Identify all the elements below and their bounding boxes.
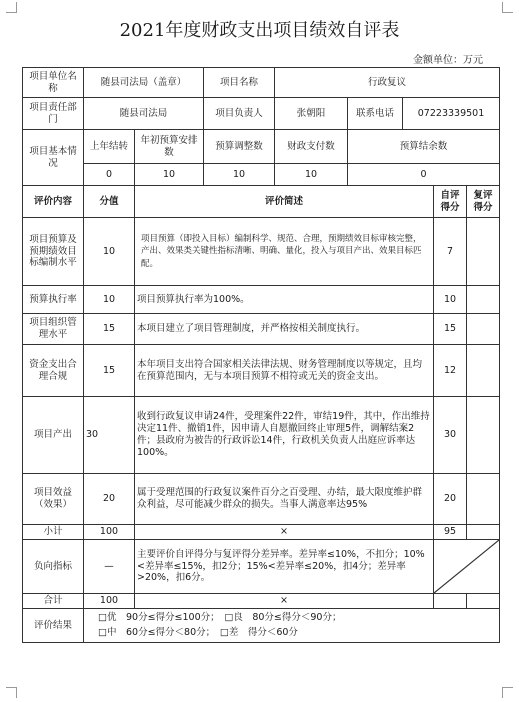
budget-adjust-value: 10: [204, 164, 275, 186]
row-review-score: [467, 345, 500, 397]
row-content: 项目产出: [23, 397, 84, 474]
unit-name-label: 项目单位名称: [23, 68, 84, 98]
row-review-score: [467, 286, 500, 314]
phone-value: 07223339501: [403, 98, 500, 130]
crop-mark-bottom-right: [502, 687, 513, 698]
row-description: 项目预算（即投入目标）编制科学、规范、合理，预期绩效目标审核完整，产出、效果类关键性指标清晰、明确、量化，投入与项目产出、效果目标匹配。: [135, 218, 434, 286]
subtotal-row: [23, 525, 500, 540]
row-self-score: 20: [434, 474, 467, 525]
row-description: 属于受理范围的行政复议案件百分之百受理、办结，最大限度维护群众利益，尽可能减少群众的损失。当事人满意率达95%: [135, 474, 434, 525]
row-content: 资金支出合理合规: [23, 345, 84, 397]
fiscal-payment-value: 10: [275, 164, 348, 186]
content-header: 评价内容: [23, 186, 84, 218]
row-score: 10: [84, 218, 135, 286]
row-score: 30: [84, 397, 135, 474]
department-value: 随县司法局: [84, 98, 204, 130]
row-content: 项目组织管理水平: [23, 314, 84, 345]
project-name-label: 项目名称: [204, 68, 275, 98]
total-score: 100: [84, 594, 135, 609]
subtotal-mark: ×: [135, 525, 434, 540]
budget-balance-header: 预算结余数: [348, 130, 500, 164]
evaluation-table: [22, 67, 500, 643]
row-description: 收到行政复议申请24件，受理案件22件，审结19件，其中，作出维持决定11件、撤销1件，因申请人自愿撤回终止审理5件，调解结案2件；县政府为被告的行政诉讼14件，行政机关负责人出庭应诉率达100%。: [135, 397, 434, 474]
unit-name-value: 随县司法局（盖章）: [84, 68, 204, 98]
table-row: [23, 314, 500, 345]
basic-info-label: 项目基本情况: [23, 130, 84, 186]
crop-mark-top-right: [502, 2, 513, 13]
rating-options: [84, 609, 500, 643]
subtotal-review-score: [467, 525, 500, 540]
rating-label: 评价结果: [23, 609, 84, 643]
row-score: 15: [84, 345, 135, 397]
negative-indicator-row: [23, 540, 500, 594]
table-row: [23, 345, 500, 397]
row-score: 20: [84, 474, 135, 525]
initial-budget-header: 年初预算安排数: [135, 130, 204, 164]
project-name-value: 行政复议: [275, 68, 500, 98]
leader-value: 张朝阳: [275, 98, 348, 130]
info-row-unit: [23, 68, 500, 98]
fiscal-payment-header: 财政支付数: [275, 130, 348, 164]
row-content: 项目效益（效果）: [23, 474, 84, 525]
rating-line-1: □优 90分≤得分≤100分； □良 80分≤得分＜90分；: [98, 611, 342, 623]
row-review-score: [467, 474, 500, 525]
basic-header-row: [23, 130, 500, 164]
phone-label: 联系电话: [348, 98, 403, 130]
diagonal-line: [434, 540, 499, 593]
negative-label: 负向指标: [23, 540, 84, 594]
info-row-department: [23, 98, 500, 130]
row-description: 本项目建立了项目管理制度，并严格按相关制度执行。: [135, 314, 434, 345]
subtotal-score: 100: [84, 525, 135, 540]
crop-mark-top-left: [6, 2, 17, 13]
amount-unit-label: 金额单位：万元: [413, 55, 483, 66]
department-label: 项目责任部门: [23, 98, 84, 130]
negative-score: —: [84, 540, 135, 594]
table-row: [23, 218, 500, 286]
row-self-score: 15: [434, 314, 467, 345]
rating-row: [23, 609, 500, 643]
rating-line-2: □中 60分≤得分＜80分； □差 得分＜60分: [98, 626, 298, 638]
table-row: [23, 397, 500, 474]
total-self-score: [434, 594, 467, 609]
table-row: [23, 474, 500, 525]
budget-adjust-header: 预算调整数: [204, 130, 275, 164]
row-self-score: 7: [434, 218, 467, 286]
self-score-header: 自评得分: [434, 186, 467, 218]
basic-value-row: [23, 164, 500, 186]
score-header: 分值: [84, 186, 135, 218]
carryover-header: 上年结转: [84, 130, 135, 164]
description-header: 评价简述: [135, 186, 434, 218]
row-score: 10: [84, 286, 135, 314]
initial-budget-value: 10: [135, 164, 204, 186]
row-self-score: 30: [434, 397, 467, 474]
row-review-score: [467, 397, 500, 474]
row-self-score: 10: [434, 286, 467, 314]
eval-header-row: [23, 186, 500, 218]
row-review-score: [467, 218, 500, 286]
carryover-value: 0: [84, 164, 135, 186]
page-title: 2021年度财政支出项目绩效自评表: [119, 20, 400, 41]
row-review-score: [467, 314, 500, 345]
total-row: [23, 594, 500, 609]
row-self-score: 12: [434, 345, 467, 397]
row-score: 15: [84, 314, 135, 345]
row-description: 项目预算执行率为100%。: [135, 286, 434, 314]
row-content: 预算执行率: [23, 286, 84, 314]
crop-mark-bottom-left: [6, 687, 17, 698]
subtotal-label: 小计: [23, 525, 84, 540]
budget-balance-value: 0: [348, 164, 500, 186]
negative-diagonal-cell: [434, 540, 500, 594]
total-review-score: [467, 594, 500, 609]
review-score-header: 复评得分: [467, 186, 500, 218]
row-description: 本年项目支出符合国家相关法律法规、财务管理制度以等规定，且均在预算范围内，无与本项目预算不相符或无关的资金支出。: [135, 345, 434, 397]
leader-label: 项目负责人: [204, 98, 275, 130]
total-mark: ×: [135, 594, 434, 609]
table-row: [23, 286, 500, 314]
subtotal-self-score: 95: [434, 525, 467, 540]
total-label: 合计: [23, 594, 84, 609]
negative-description: 主要评价自评得分与复评得分差异率。差异率≤10%，不扣分；10%<差异率≤15%，扣2分；15%<差异率≤20%，扣4分；差异率>20%，扣6分。: [135, 540, 434, 594]
row-content: 项目预算及预期绩效目标编制水平: [23, 218, 84, 286]
